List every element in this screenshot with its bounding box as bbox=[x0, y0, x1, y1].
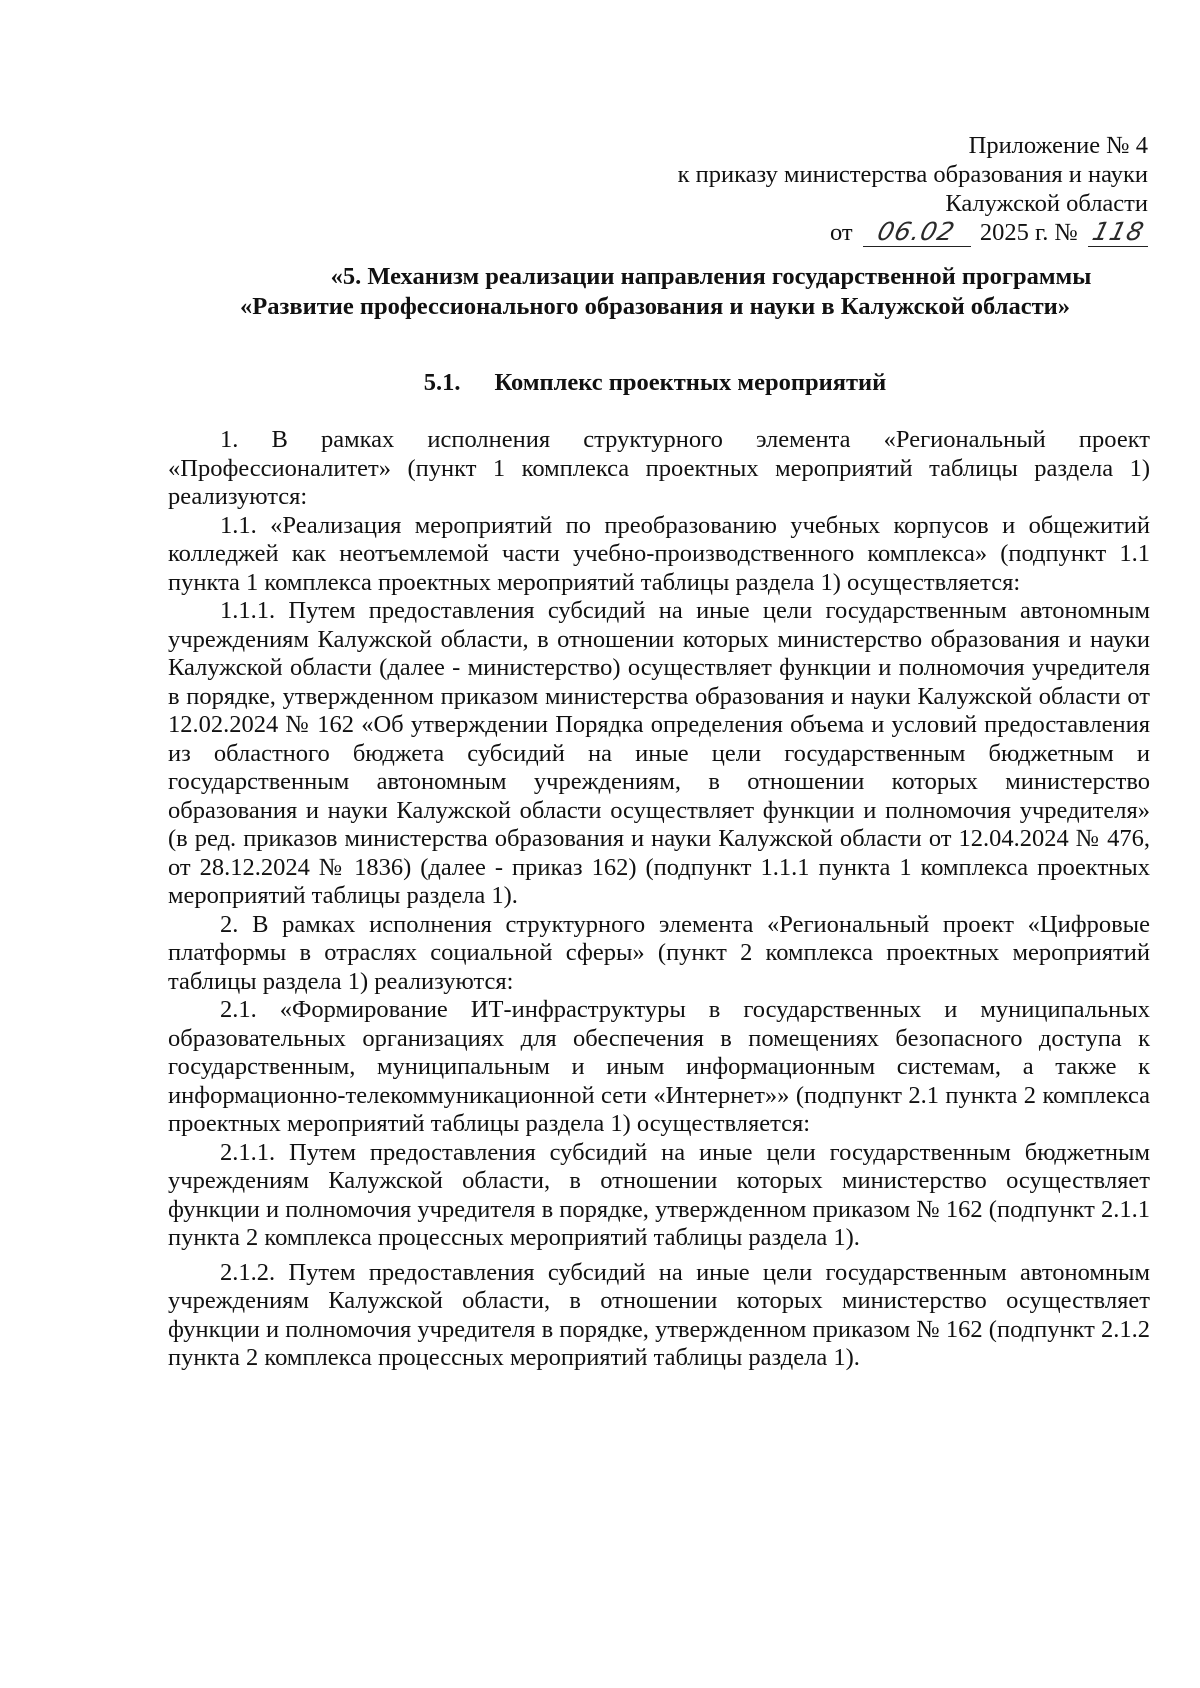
paragraph-1-1-1: 1.1.1. Путем предоставления субсидий на иные цели государственным автономным учреждениям Калужской области, в отношении которых министерство образования и науки Калужской области (далее - министерство) осуществляет функции и полномочия учредителя в порядке, утвержденном приказом министерства образования и науки Калужской области от 12.02.2024 № 162 «Об утверждении Порядка определения объема и условий предоставления из областного бюджета субсидий на иные цели государственным бюджетным и государственным автономным учреждениям, в отношении которых министерство образования и науки Калужской области осуществляет функции и полномочия учредителя» (в ред. приказов министерства образования и науки Калужской области от 12.04.2024 № 476, от 28.12.2024 № 1836) (далее - приказ 162) (подпункт 1.1.1 пункта 1 комплекса проектных мероприятий таблицы раздела 1). bbox=[168, 597, 1150, 909]
year-text: 2025 г. № bbox=[979, 219, 1078, 246]
subsection-text: Комплекс проектных мероприятий bbox=[494, 369, 887, 396]
section-title-line-1: «5. Механизм реализации направления государственной программы bbox=[330, 263, 1092, 290]
appendix-line-1: Приложение № 4 bbox=[968, 132, 1148, 159]
paragraph-2-1-2: 2.1.2. Путем предоставления субсидий на иные цели государственным автономным учреждениям Калужской области, в отношении которых министерство осуществляет функции и полномочия учредителя в порядке, утвержденном приказом № 162 (подпункт 2.1.2 пункта 2 комплекса процессных мероприятий таблицы раздела 1). bbox=[168, 1258, 1150, 1371]
section-title bbox=[150, 262, 1160, 322]
handwritten-number: 118 bbox=[1089, 217, 1148, 246]
paragraph-2-1-1: 2.1.1. Путем предоставления субсидий на иные цели государственным бюджетным учреждениям Калужской области, в отношении которых министерство осуществляет функции и полномочия учредителя в порядке, утвержденном приказом № 162 (подпункт 2.1.1 пункта 2 комплекса процессных мероприятий таблицы раздела 1). bbox=[168, 1138, 1150, 1251]
subsection-number: 5.1. bbox=[423, 369, 461, 396]
subsection-title bbox=[150, 369, 1160, 398]
appendix-line-2: к приказу министерства образования и науки bbox=[677, 161, 1148, 188]
paragraph-2-1: 2.1. «Формирование ИТ-инфраструктуры в государственных и муниципальных образовательных организациях для обеспечения в помещениях безопасного доступа к государственным, муниципальным и иным информационным системам, а также к информационно-телекоммуникационной сети «Интернет»» (подпункт 2.1 пункта 2 комплекса проектных мероприятий таблицы раздела 1) осуществляется: bbox=[168, 996, 1150, 1137]
document-body bbox=[168, 426, 1150, 1373]
appendix-line-3: Калужской области bbox=[945, 190, 1148, 217]
date-prefix: от bbox=[829, 219, 853, 246]
appendix-header bbox=[678, 131, 1148, 247]
handwritten-date: 06.02 bbox=[863, 218, 971, 247]
section-title-line-2: «Развитие профессионального образования и науки в Калужской области» bbox=[240, 293, 1070, 320]
paragraph-2: 2. В рамках исполнения структурного элемента «Региональный проект «Цифровые платформы в отраслях социальной сферы» (пункт 2 комплекса проектных мероприятий таблицы раздела 1) реализуются: bbox=[168, 910, 1150, 995]
appendix-date-line bbox=[678, 218, 1148, 247]
paragraph-1: 1. В рамках исполнения структурного элемента «Региональный проект «Профессионалитет» (пункт 1 комплекса проектных мероприятий таблицы раздела 1) реализуются: bbox=[168, 426, 1150, 510]
paragraph-1-1: 1.1. «Реализация мероприятий по преобразованию учебных корпусов и общежитий колледжей как неотъемлемой части учебно-производственного комплекса» (подпункт 1.1 пункта 1 комплекса проектных мероприятий таблицы раздела 1) осуществляется: bbox=[168, 511, 1150, 596]
